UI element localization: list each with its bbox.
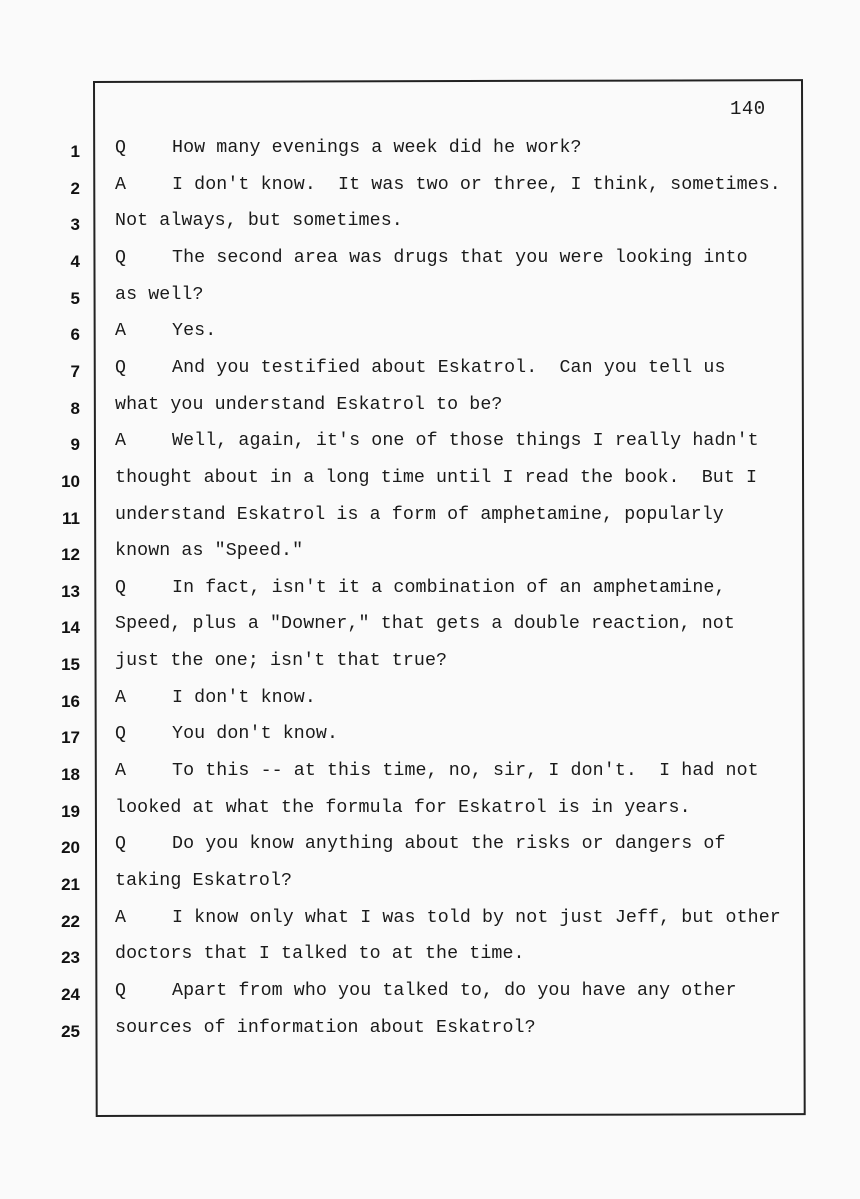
line-content: How many evenings a week did he work? <box>172 138 582 158</box>
line-text <box>115 944 525 964</box>
speaker-label: Q <box>115 357 127 378</box>
speaker-label: Q <box>115 834 127 855</box>
line-content: looked at what the formula for Eskatrol is in years. <box>115 797 691 818</box>
line-text <box>115 688 316 708</box>
transcript-line <box>0 755 860 791</box>
line-number: 10 <box>61 471 80 491</box>
line-text <box>115 614 735 634</box>
line-number: 14 <box>61 618 80 638</box>
transcript-line <box>0 205 860 241</box>
line-content: thought about in a long time until I read the book. But I <box>115 467 758 488</box>
line-content: To this -- at this time, no, sir, I don't. I had not <box>172 761 759 782</box>
line-content: Do you know anything about the risks or dangers of <box>172 834 726 855</box>
transcript-line <box>0 572 860 608</box>
line-content: The second area was drugs that you were looking into <box>172 247 748 268</box>
page-number: 140 <box>730 98 766 120</box>
speaker-label: Q <box>115 247 127 268</box>
transcript-line <box>0 499 860 535</box>
transcript-line <box>0 975 860 1011</box>
transcript-line <box>0 462 860 498</box>
line-text <box>115 468 757 488</box>
line-content: taking Eskatrol? <box>115 871 293 891</box>
line-text <box>115 248 748 268</box>
transcript-line <box>0 792 860 828</box>
speaker-label: A <box>115 321 127 342</box>
line-content: as well? <box>115 284 204 305</box>
line-text <box>115 908 781 928</box>
line-text <box>115 798 691 818</box>
line-number: 21 <box>61 875 80 894</box>
line-content: Yes. <box>172 321 217 342</box>
line-number: 11 <box>62 508 80 528</box>
line-number: 12 <box>61 545 80 565</box>
line-content: Speed, plus a "Downer," that gets a double reaction, not <box>115 614 735 635</box>
line-content: Apart from who you talked to, do you have any other <box>172 980 737 1001</box>
transcript-line <box>0 535 860 571</box>
transcript-line <box>0 132 860 168</box>
line-text <box>115 834 726 854</box>
line-content: understand Eskatrol is a form of amphetamine, popularly <box>115 504 724 525</box>
line-text <box>115 138 582 158</box>
line-content: known as "Speed." <box>115 541 304 562</box>
transcript-line <box>0 169 860 205</box>
line-number: 2 <box>70 178 80 198</box>
transcript-line <box>0 1012 860 1048</box>
transcript-line <box>0 279 860 315</box>
transcript-line <box>0 352 860 388</box>
line-content: I don't know. It was two or three, I think, sometimes. <box>172 174 781 195</box>
line-number: 24 <box>61 984 80 1004</box>
line-number: 20 <box>61 838 80 858</box>
line-text <box>115 724 338 744</box>
line-number: 25 <box>61 1021 80 1041</box>
transcript-line <box>0 242 860 278</box>
line-number: 15 <box>61 655 80 675</box>
line-text <box>115 541 303 561</box>
line-text <box>115 651 447 671</box>
line-number: 13 <box>61 581 80 601</box>
speaker-label: A <box>115 687 127 708</box>
speaker-label: Q <box>115 980 127 1001</box>
line-text <box>115 358 726 378</box>
line-content: just the one; isn't that true? <box>115 651 448 672</box>
transcript-line <box>0 902 860 938</box>
line-number: 6 <box>70 325 80 345</box>
line-content: what you understand Eskatrol to be? <box>115 394 503 415</box>
line-content: Not always, but sometimes. <box>115 211 403 232</box>
line-number: 7 <box>70 361 80 381</box>
line-text <box>115 175 781 195</box>
line-text <box>115 578 726 598</box>
line-number: 1 <box>70 142 80 161</box>
line-content: sources of information about Eskatrol? <box>115 1017 536 1038</box>
speaker-label: Q <box>115 724 127 745</box>
line-number: 18 <box>61 765 80 785</box>
transcript-line <box>0 315 860 351</box>
line-number: 3 <box>70 215 80 235</box>
transcript-line <box>0 718 860 754</box>
speaker-label: Q <box>115 138 127 158</box>
speaker-label: Q <box>115 577 127 598</box>
line-content: In fact, isn't it a combination of an amphetamine, <box>172 577 726 598</box>
line-text <box>115 211 403 231</box>
transcript-line <box>0 682 860 718</box>
line-text <box>115 285 204 305</box>
speaker-label: A <box>115 174 127 195</box>
line-number: 22 <box>61 911 80 931</box>
transcript-line <box>0 389 860 425</box>
line-text <box>115 321 216 341</box>
line-text <box>115 505 724 525</box>
line-content: I don't know. <box>172 687 316 708</box>
line-number: 4 <box>70 251 80 271</box>
line-number: 23 <box>61 948 80 968</box>
line-number: 17 <box>61 728 80 748</box>
line-number: 19 <box>61 801 80 821</box>
transcript-line <box>0 828 860 864</box>
transcript-line <box>0 645 860 681</box>
line-content: I know only what I was told by not just Jeff, but other <box>172 907 781 928</box>
line-content: doctors that I talked to at the time. <box>115 944 525 965</box>
line-content: Well, again, it's one of those things I really hadn't <box>172 431 759 452</box>
line-content: And you testified about Eskatrol. Can you tell us <box>172 357 726 378</box>
line-content: You don't know. <box>172 724 339 745</box>
speaker-label: A <box>115 761 127 782</box>
line-number: 9 <box>70 435 80 455</box>
speaker-label: A <box>115 907 127 928</box>
transcript-line <box>0 865 860 901</box>
line-text <box>115 871 292 891</box>
transcript-line <box>0 425 860 461</box>
transcript-line <box>0 938 860 974</box>
line-number: 16 <box>61 691 80 711</box>
line-text <box>115 761 759 781</box>
line-text <box>115 981 737 1001</box>
line-number: 8 <box>70 398 80 418</box>
transcript-line <box>0 608 860 644</box>
line-text <box>115 395 502 415</box>
speaker-label: A <box>115 431 127 452</box>
line-text <box>115 1018 536 1038</box>
line-text <box>115 431 759 451</box>
line-number: 5 <box>70 288 80 308</box>
